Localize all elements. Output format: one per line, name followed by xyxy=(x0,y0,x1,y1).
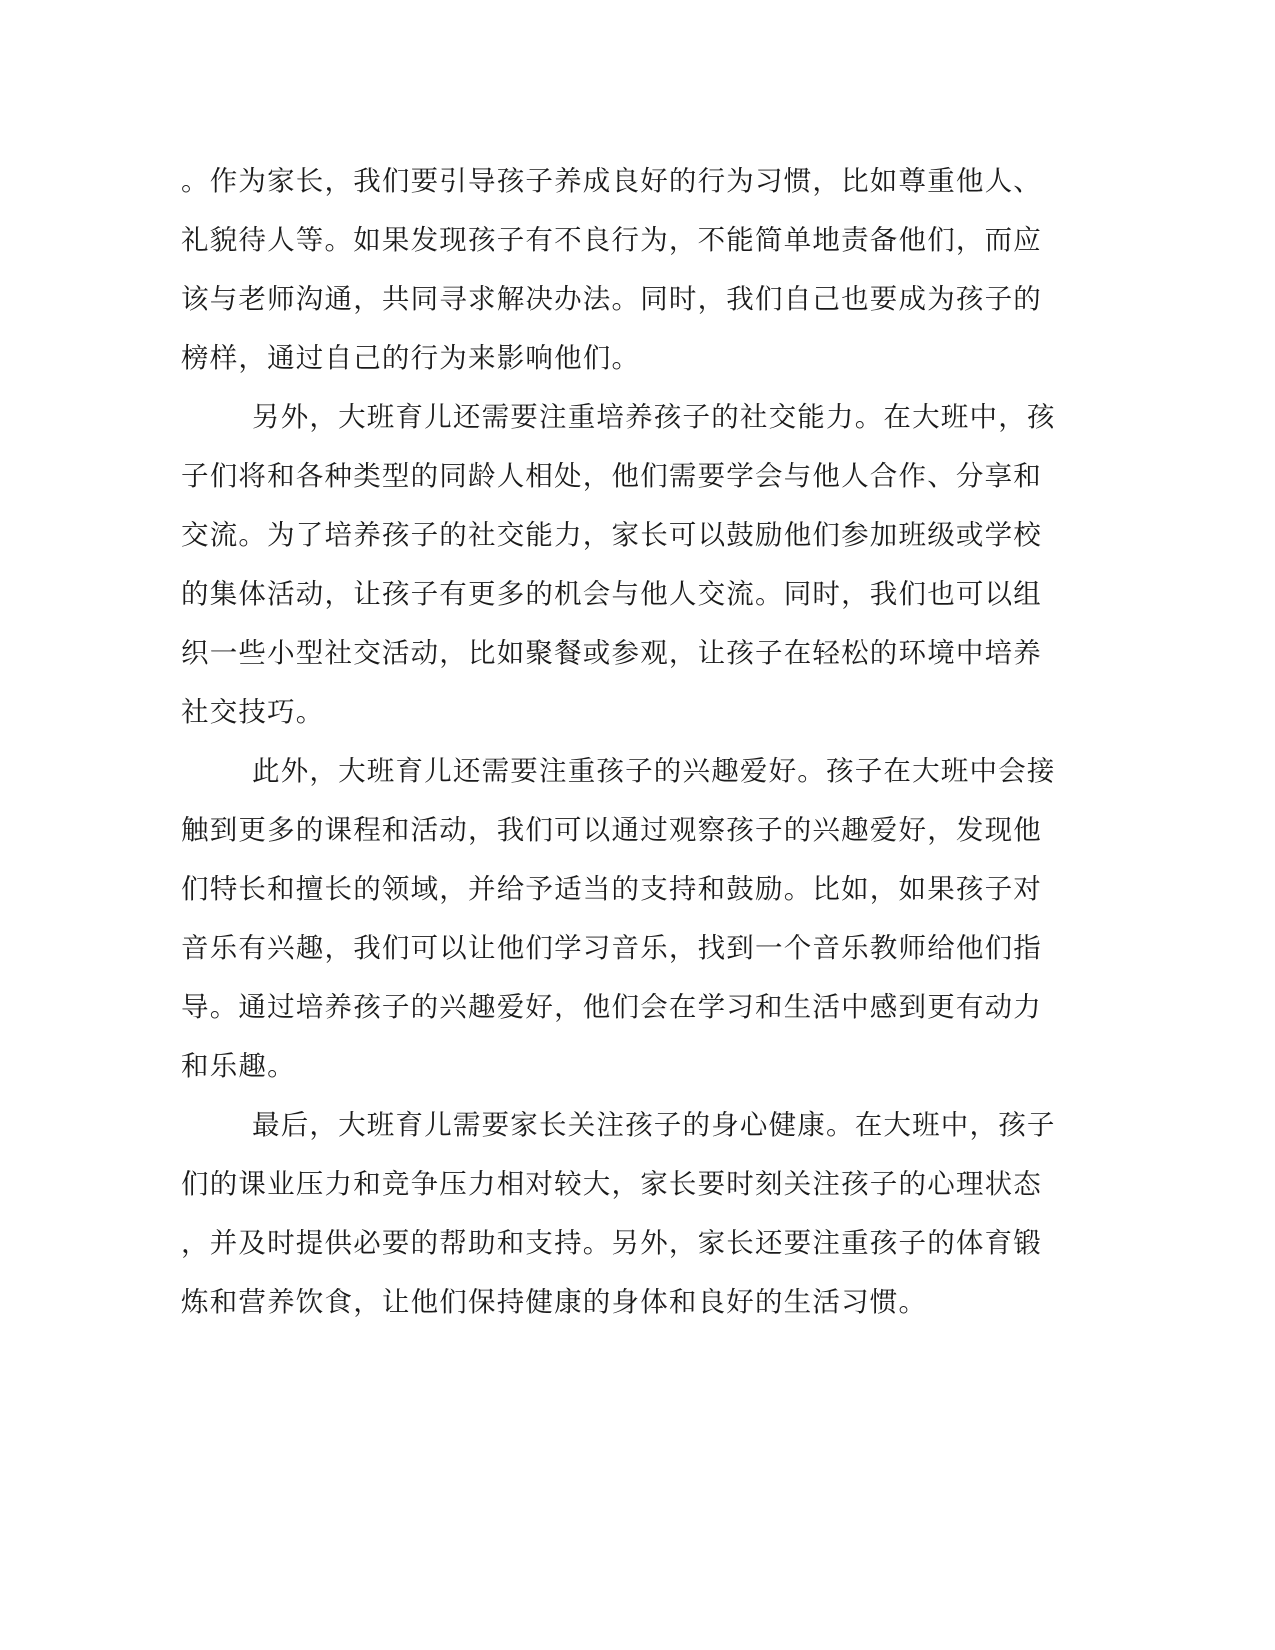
text-line: 该与老师沟通，共同寻求解决办法。同时，我们自己也要成为孩子的 xyxy=(181,283,1042,315)
text-line: 。作为家长，我们要引导孩子养成良好的行为习惯，比如尊重他人、 xyxy=(181,165,1042,197)
paragraph xyxy=(181,1096,1061,1332)
text-line: 最后，大班育儿需要家长关注孩子的身心健康。在大班中，孩子 xyxy=(252,1109,1056,1141)
text-line: 和乐趣。 xyxy=(181,1050,296,1082)
text-line: 另外，大班育儿还需要注重培养孩子的社交能力。在大班中，孩 xyxy=(252,401,1056,433)
text-line: 触到更多的课程和活动，我们可以通过观察孩子的兴趣爱好，发现他 xyxy=(181,814,1042,846)
text-line: 此外，大班育儿还需要注重孩子的兴趣爱好。孩子在大班中会接 xyxy=(252,755,1056,787)
paragraph xyxy=(181,388,1061,742)
text-line: 们的课业压力和竞争压力相对较大，家长要时刻关注孩子的心理状态 xyxy=(181,1168,1042,1200)
paragraph xyxy=(181,152,1061,388)
text-line: 榜样，通过自己的行为来影响他们。 xyxy=(181,342,641,374)
text-line: 织一些小型社交活动，比如聚餐或参观，让孩子在轻松的环境中培养 xyxy=(181,637,1042,669)
text-line: 子们将和各种类型的同龄人相处，他们需要学会与他人合作、分享和 xyxy=(181,460,1042,492)
text-line: ，并及时提供必要的帮助和支持。另外，家长还要注重孩子的体育锻 xyxy=(181,1227,1042,1259)
paragraph xyxy=(181,742,1061,1096)
text-line: 的集体活动，让孩子有更多的机会与他人交流。同时，我们也可以组 xyxy=(181,578,1042,610)
text-line: 导。通过培养孩子的兴趣爱好，他们会在学习和生活中感到更有动力 xyxy=(181,991,1042,1023)
text-line: 炼和营养饮食，让他们保持健康的身体和良好的生活习惯。 xyxy=(181,1286,928,1318)
text-line: 音乐有兴趣，我们可以让他们学习音乐，找到一个音乐教师给他们指 xyxy=(181,932,1042,964)
text-line: 交流。为了培养孩子的社交能力，家长可以鼓励他们参加班级或学校 xyxy=(181,519,1042,551)
text-line: 礼貌待人等。如果发现孩子有不良行为，不能简单地责备他们，而应 xyxy=(181,224,1042,256)
text-line: 社交技巧。 xyxy=(181,696,325,728)
text-line: 们特长和擅长的领域，并给予适当的支持和鼓励。比如，如果孩子对 xyxy=(181,873,1042,905)
document-body xyxy=(181,152,1061,1332)
